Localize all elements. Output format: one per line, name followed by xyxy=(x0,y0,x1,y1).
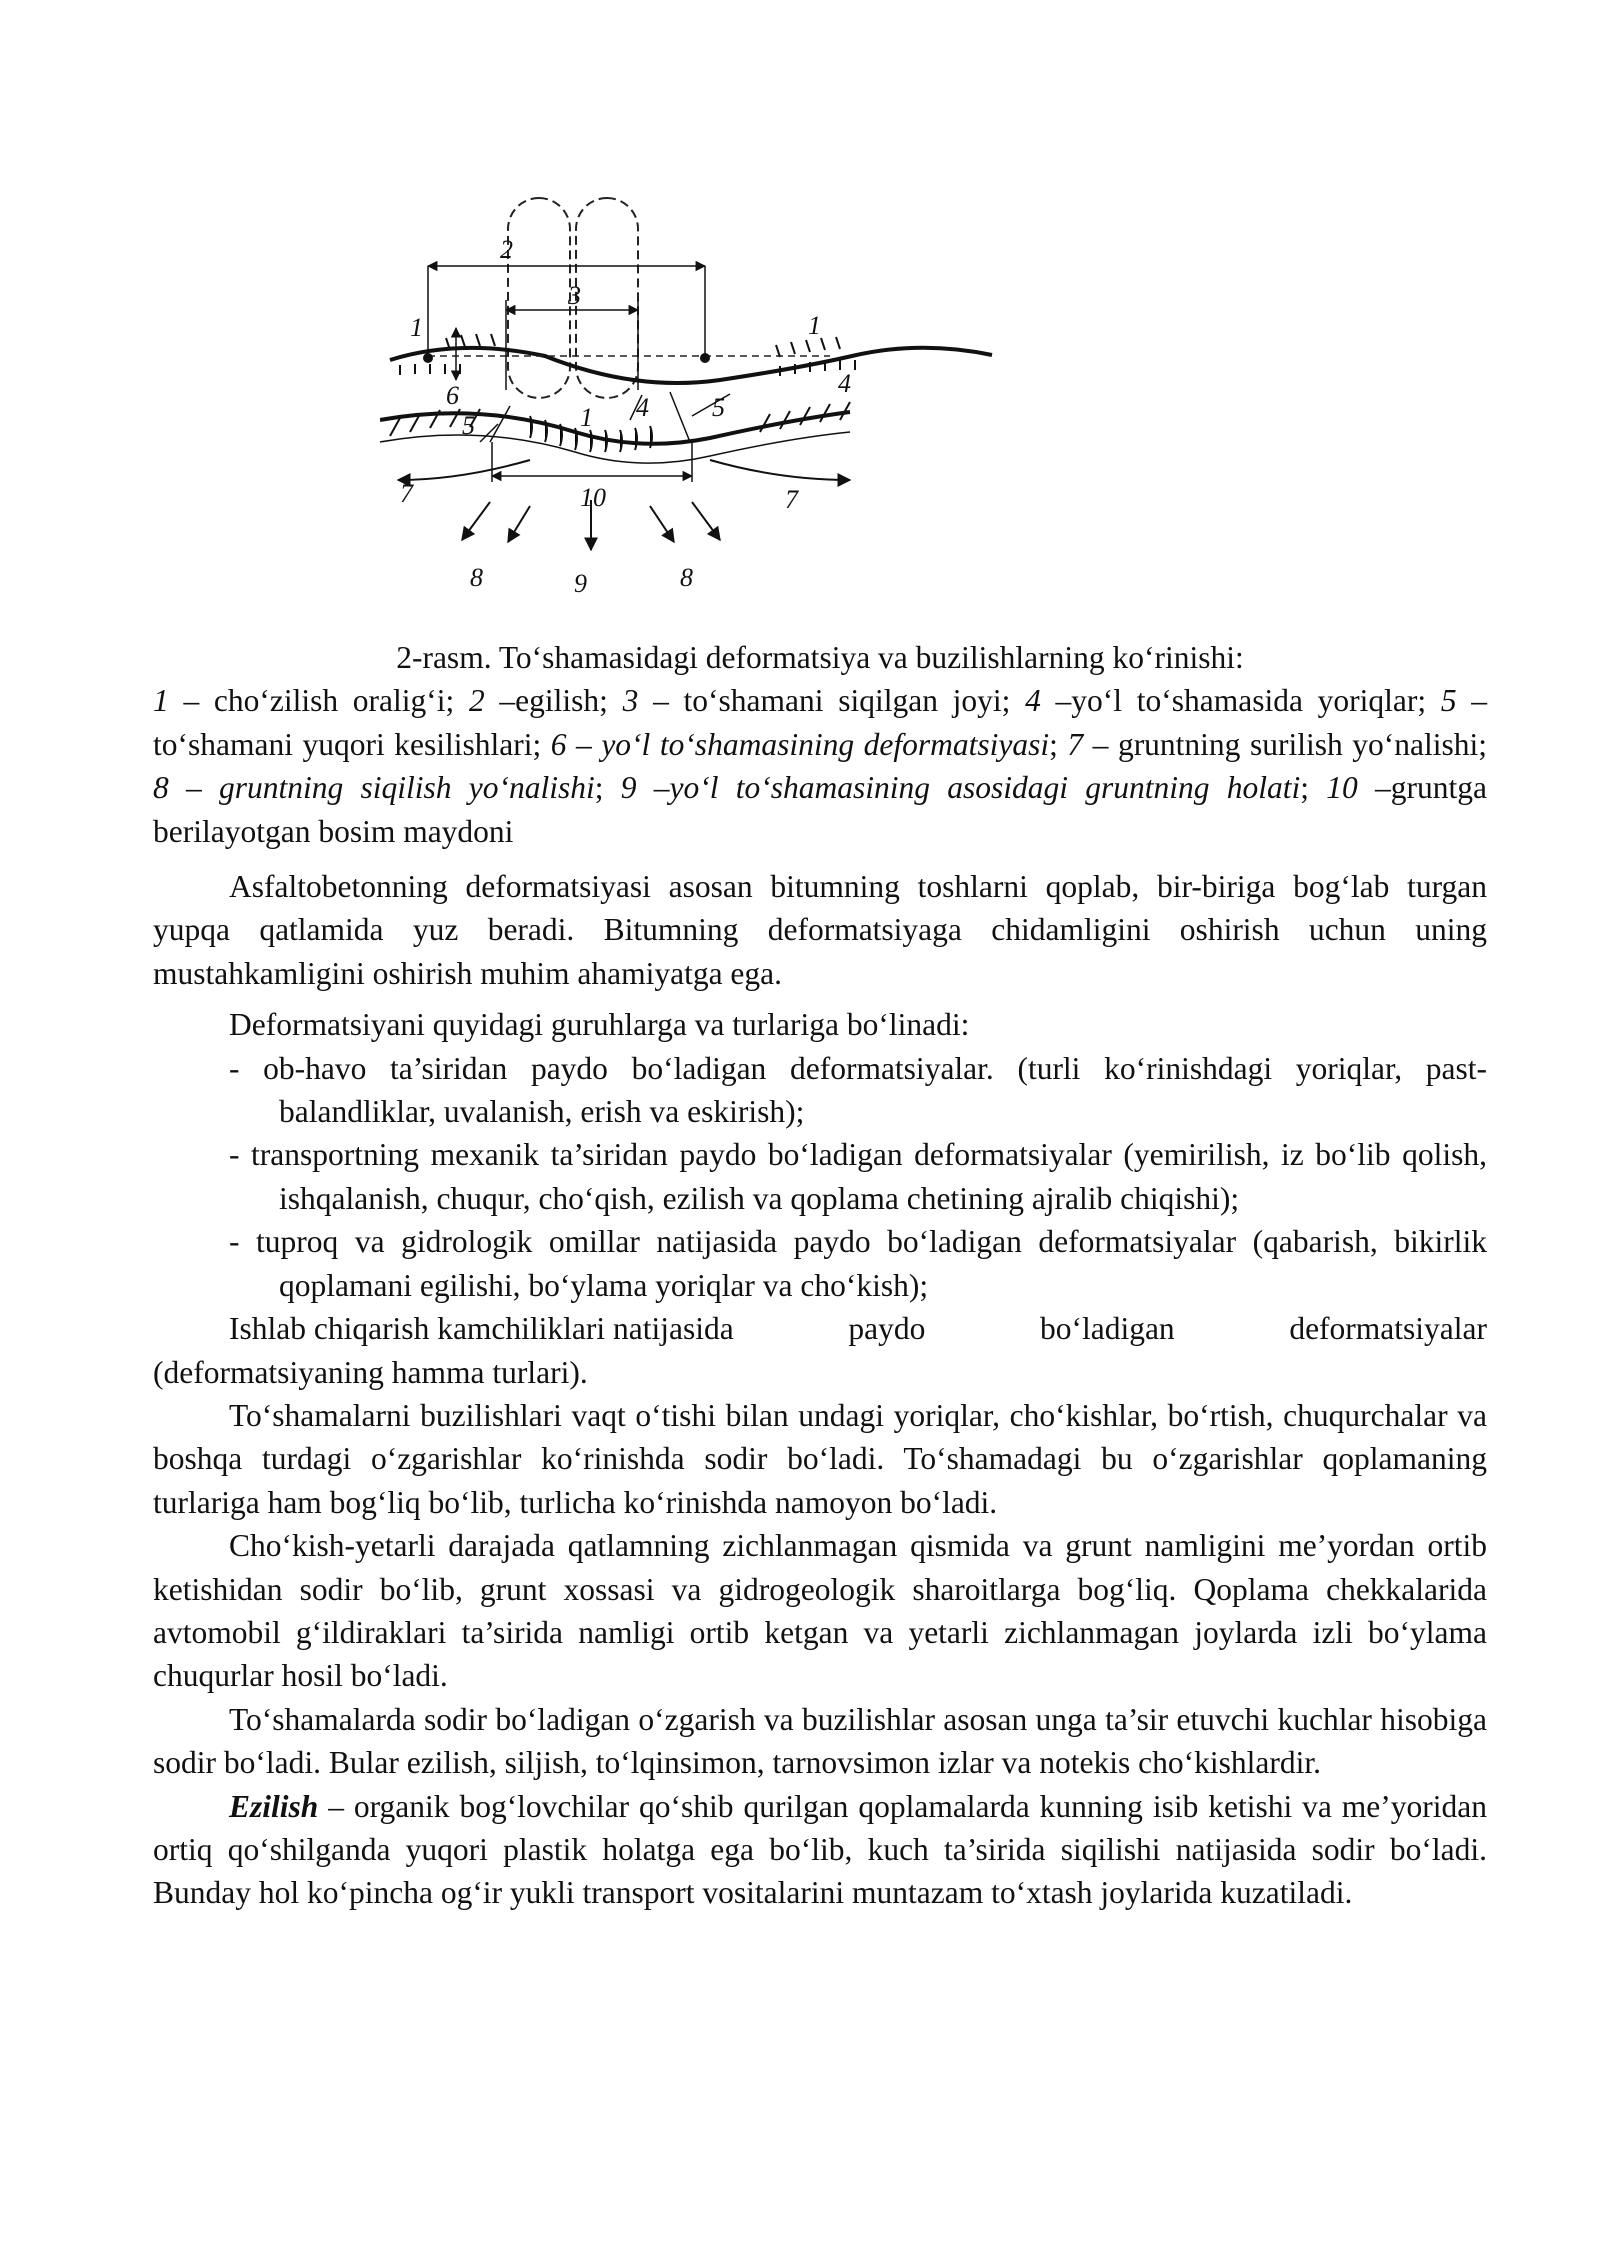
term-ezilish: Ezilish xyxy=(229,1788,319,1824)
production-text-b: paydo xyxy=(848,1311,926,1347)
list-item-weather: - ob-havo ta’siridan paydo bo‘ladigan deformatsiyalar. (turli ko‘rinishdagi yoriqlar, past-balandliklar, uvalanish, erish va eskirish); xyxy=(229,1050,1487,1130)
label-9: 9 xyxy=(574,569,587,598)
production-text-c: bo‘ladigan xyxy=(1039,1311,1175,1347)
legend-item-8: 8 – gruntning siqilish yo‘nalishi xyxy=(153,770,595,806)
paragraph-groups-intro: Deformatsiyani quyidagi guruhlarga va turlariga bo‘linadi: xyxy=(229,1007,970,1043)
legend-num-10: 10 xyxy=(1326,770,1358,806)
legend-num-4: 4 xyxy=(1025,683,1041,719)
legend-item-6: 6 – yo‘l to‘shamasining deformatsiyasi xyxy=(550,726,1050,762)
paragraph-damage: To‘shamalarni buzilishlari vaqt o‘tishi bilan undagi yoriqlar, cho‘kishlar, bo‘rtish, chuqurchalar va boshqa turdagi o‘zgarishlar ko‘rinishda sodir bo‘ladi. To‘shamadagi bu o‘zgarishlar qoplamaning turlariga ham bog‘liq bo‘lib, turlicha ko‘rinishda namoyon bo‘ladi. xyxy=(153,1397,1487,1520)
legend-text-7: – gruntning surilish yo‘nalishi; xyxy=(1083,726,1487,762)
ezilish-definition: – organik bog‘lovchilar qo‘shib qurilgan qoplamalarda kunning isib ketishi va me’yoridan ortiq qo‘shilganda yuqori plastik holatga ega bo‘lib, kuch ta’sirida siqilishi natijasida sodir bo‘ladi. Bunday hol ko‘pincha og‘ir yukli transport vositalarini muntazam to‘xtash joylarida kuzatiladi. xyxy=(153,1788,1487,1911)
label-5-right: 5 xyxy=(712,393,725,422)
label-1-center: 1 xyxy=(580,403,593,432)
list-item-soil: - tuproq va gidrologik omillar natijasida paydo bo‘ladigan deformatsiyalar (qabarish, bikirlik qoplamani egilishi, bo‘ylama yoriqlar va cho‘kish); xyxy=(229,1224,1487,1303)
paragraph-ezilish xyxy=(153,1785,1487,1915)
label-1-right: 1 xyxy=(808,311,821,340)
legend-text-3: – to‘shamani siqilgan joyi; xyxy=(638,683,1026,719)
base-hatching xyxy=(390,402,850,452)
legend-text-8: ; xyxy=(594,770,621,806)
label-4-center: 4 xyxy=(636,393,649,422)
label-10: 10 xyxy=(580,483,606,512)
deformation-diagram xyxy=(380,180,1250,610)
legend-text-2: –egilish; xyxy=(484,683,623,719)
legend-text-6: ; xyxy=(1049,726,1068,762)
paragraph-production-line1 xyxy=(153,1307,1487,1350)
production-text-d: deformatsiyalar xyxy=(1289,1311,1487,1347)
figure-caption-title: 2-rasm. To‘shamasidagi deformatsiya va buzilishlarning ko‘rinishi: xyxy=(396,640,1244,675)
arrow-7-right xyxy=(710,460,850,480)
figure-caption-legend xyxy=(153,679,1487,853)
legend-text-9: ; xyxy=(1300,770,1327,806)
label-7-right: 7 xyxy=(785,485,798,514)
arrow-7-left xyxy=(398,460,530,480)
label-8-left: 8 xyxy=(470,563,483,592)
body-text xyxy=(153,636,1487,1915)
legend-item-9: 9 –yo‘l to‘shamasining asosidagi gruntning holati xyxy=(620,770,1301,806)
label-4-right: 4 xyxy=(838,369,851,398)
paragraph-production-line2: (deformatsiyaning hamma turlari). xyxy=(153,1354,588,1390)
label-2: 2 xyxy=(500,235,513,264)
deformation-diagram-svg xyxy=(380,180,1250,610)
legend-num-2: 2 xyxy=(468,683,485,719)
legend-num-5: 5 xyxy=(1440,683,1457,719)
label-5-left: 5 xyxy=(462,411,475,440)
label-7-left: 7 xyxy=(400,479,413,508)
wheel-left xyxy=(508,198,570,398)
list-item-transport: - transportning mexanik ta’siridan paydo bo‘ladigan deformatsiyalar (yemirilish, iz bo‘lib qolish, ishqalanish, chuqur, cho‘qish, ezilish va qoplama chetining ajralib chiqishi); xyxy=(229,1137,1487,1216)
label-8-right: 8 xyxy=(680,563,693,592)
legend-text-5: – to‘shamani yuqori kesilishlari; xyxy=(153,683,1488,762)
label-1-left: 1 xyxy=(410,313,423,342)
paragraph-asphalt: Asfaltobetonning deformatsiyasi asosan bitumning toshlarni qoplab, bir-biriga bog‘lab turgan yupqa qatlamida yuz beradi. Bitumning deformatsiyaga chidamligini oshirish uchun uning mustahkamligini oshirish muhim ahamiyatga ega. xyxy=(153,869,1487,991)
label-3: 3 xyxy=(568,281,581,310)
base-layer-bottom xyxy=(380,432,850,463)
paragraph-changes: To‘shamalarda sodir bo‘ladigan o‘zgarish va buzilishlar asosan unga ta’sir etuvchi kuchlar hisobiga sodir bo‘ladi. Bular ezilish, siljish, to‘lqinsimon, tarnovsimon izlar va notekis cho‘kishlardir. xyxy=(153,1701,1487,1781)
legend-text-4: –yo‘l to‘shamasida yoriqlar; xyxy=(1040,683,1441,719)
pavement-surface xyxy=(390,348,992,383)
label-6: 6 xyxy=(446,381,459,410)
legend-num-3: 3 xyxy=(622,683,639,719)
legend-num-1: 1 xyxy=(153,683,169,719)
legend-num-7: 7 xyxy=(1067,726,1084,762)
joint-right xyxy=(700,353,710,363)
paragraph-settlement: Cho‘kish-yetarli darajada qatlamning zichlanmagan qismida va grunt namligini me’yordan ortib ketishidan sodir bo‘lib, grunt xossasi va gidrogeologik sharoitlarga bog‘liq. Qoplama chekkalarida avtomobil g‘ildiraklari ta’sirida namligi ortib ketgan va yetarli zichlanmagan joylarda izli bo‘ylama chuqurlar hosil bo‘ladi. xyxy=(153,1528,1487,1694)
legend-text-10: –gruntga berilayotgan bosim maydoni xyxy=(153,770,1487,849)
legend-text-1: – cho‘zilish oralig‘i; xyxy=(168,683,469,719)
production-text-a: Ishlab chiqarish kamchiliklari natijasida xyxy=(229,1311,734,1347)
joint-left xyxy=(423,353,433,363)
